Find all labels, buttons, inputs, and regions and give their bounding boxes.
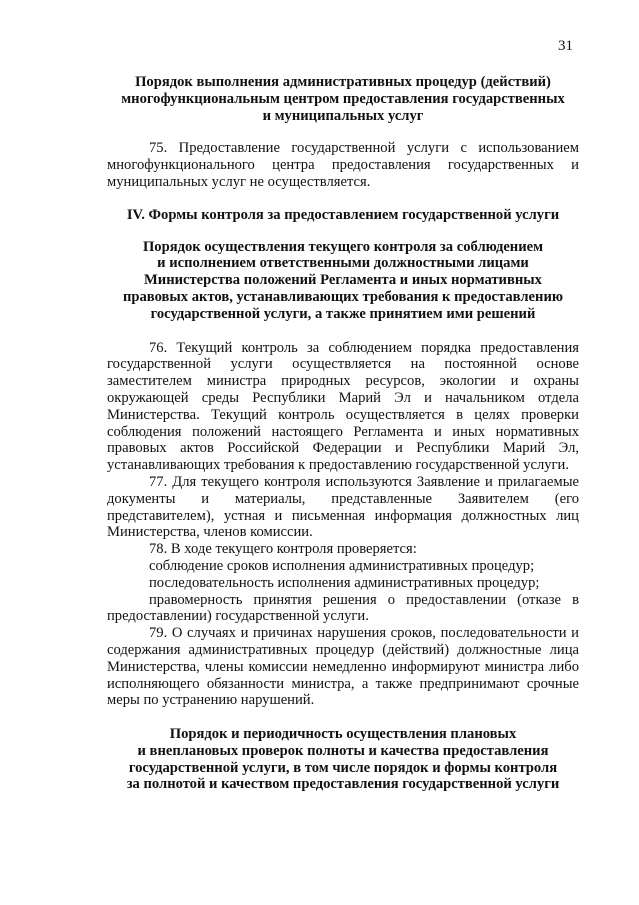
page-number: 31 bbox=[558, 38, 573, 54]
list-item: правомерность принятия решения о предоставлении (отказе в предоставлении) государственной услуги. bbox=[107, 591, 579, 625]
heading-line: Министерства положений Регламента и иных нормативных bbox=[144, 272, 542, 289]
paragraph-75: 75. Предоставление государственной услуги с использованием многофункционального центра предоставления государственных и муниципальных услуг не осуществляется. bbox=[107, 140, 579, 190]
section-heading-current-control bbox=[107, 239, 579, 323]
section-heading-mfc bbox=[107, 74, 579, 124]
heading-line: правовых актов, устанавливающих требования к предоставлению bbox=[122, 288, 564, 305]
heading-line: и исполнением ответственными должностными лицами bbox=[157, 255, 529, 272]
heading-line: за полнотой и качеством предоставления государственной услуги bbox=[126, 776, 560, 793]
paragraph-78: 78. В ходе текущего контроля проверяется: bbox=[149, 541, 417, 558]
document-body bbox=[107, 74, 579, 793]
list-item: последовательность исполнения административных процедур; bbox=[149, 574, 540, 591]
heading-line: и муниципальных услуг bbox=[262, 107, 424, 124]
paragraph-77: 77. Для текущего контроля используются Заявление и прилагаемые документы и материалы, представленные Заявителем (его представителем), устная и письменная информация должностных лиц Министерства, членов комиссии. bbox=[107, 473, 579, 541]
heading-line: Порядок и периодичность осуществления плановых bbox=[169, 726, 517, 743]
paragraph-79: 79. О случаях и причинах нарушения сроков, последовательности и содержания административных процедур (действий) должностные лица Министерства, члены комиссии немедленно информируют министра либо исполняющего обязанности министра, а также предпринимают срочные меры по устранению нарушений. bbox=[107, 625, 579, 709]
heading-line: Порядок выполнения административных процедур (действий) bbox=[135, 74, 551, 90]
section-heading-inspections bbox=[107, 726, 579, 793]
heading-line: государственной услуги, а также принятием ими решений bbox=[150, 305, 536, 322]
list-item: соблюдение сроков исполнения административных процедур; bbox=[149, 557, 535, 574]
heading-line: Порядок осуществления текущего контроля за соблюдением bbox=[142, 238, 544, 255]
heading-line: государственной услуги, в том числе порядок и формы контроля bbox=[128, 759, 558, 776]
chapter-iv-title: IV. Формы контроля за предоставлением государственной услуги bbox=[126, 206, 560, 223]
heading-line: многофункциональным центром предоставления государственных bbox=[121, 90, 565, 107]
paragraph-76: 76. Текущий контроль за соблюдением порядка предоставления государственной услуги осуществляется на постоянной основе заместителем министра природных ресурсов, экологии и охраны окружающей среды Республики Марий Эл и начальником отдела Министерства. Текущий контроль осуществляется в целях проверки соблюдения положений настоящего Регламента и иных нормативных правовых актов Российской Федерации и Республики Марий Эл, устанавливающих требования к предоставлению государственной услуги. bbox=[107, 339, 579, 474]
heading-line: и внеплановых проверок полноты и качества предоставления bbox=[137, 742, 549, 759]
